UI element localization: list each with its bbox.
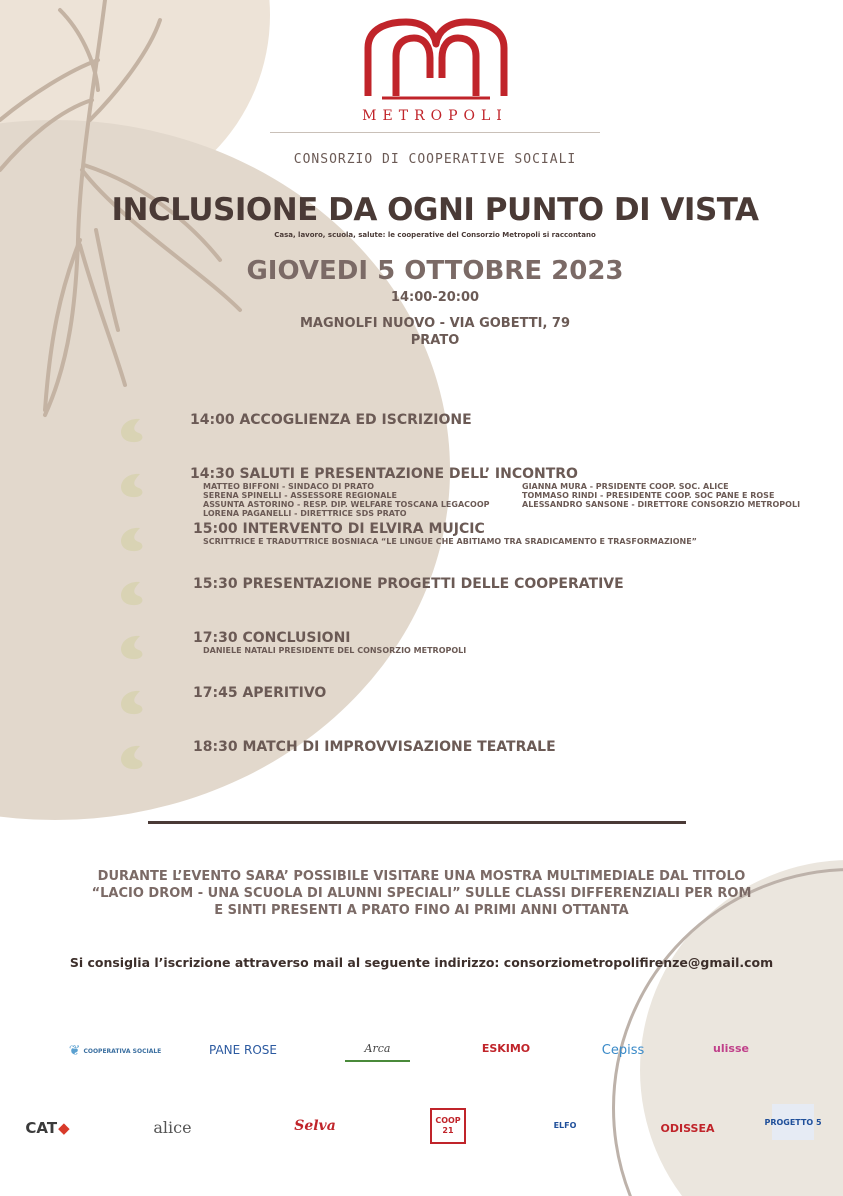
- org-name: METROPOLI: [362, 108, 508, 124]
- partner-logo: COOP 21: [430, 1108, 466, 1144]
- partner-logo: ESKIMO: [481, 1041, 531, 1055]
- agenda-bullet-icon: [120, 471, 146, 499]
- partner-logo: CAT ◆: [25, 1119, 70, 1137]
- leaf-icon: ❦: [68, 1043, 81, 1059]
- agenda-item-title: 14:00 ACCOGLIENZA ED ISCRIZIONE: [190, 412, 472, 428]
- agenda-bullet-icon: [120, 416, 146, 444]
- agenda-item-title: 17:30 CONCLUSIONI: [193, 630, 351, 646]
- agenda-speaker: ASSUNTA ASTORINO - RESP. DIP. WELFARE TOSCANA LEGACOOP: [203, 500, 490, 509]
- agenda-item-note: SCRITTRICE E TRADUTTRICE BOSNIACA “LE LINGUE CHE ABITIAMO TRA SRADICAMENTO E TRASFORMAZIONE”: [203, 537, 697, 546]
- partner-logo: ELFO: [553, 1120, 577, 1130]
- agenda-speaker: SERENA SPINELLI - ASSESSORE REGIONALE: [203, 491, 397, 500]
- agenda-speaker: GIANNA MURA - PRSIDENTE COOP. SOC. ALICE: [522, 482, 729, 491]
- exhibit-line: DURANTE L’EVENTO SARA’ POSSIBILE VISITARE UNA MOSTRA MULTIMEDIALE DAL TITOLO: [97, 869, 746, 884]
- event-subtitle: Casa, lavoro, scuola, salute: le cooperative del Consorzio Metropoli si raccontano: [274, 231, 596, 239]
- partner-logo: PANE ROSE: [208, 1043, 278, 1057]
- exhibit-notice: [0, 868, 843, 919]
- agenda-bullet-icon: [120, 633, 146, 661]
- venue-address: MAGNOLFI NUOVO - VIA GOBETTI, 79: [299, 316, 571, 331]
- partner-logo: alice: [153, 1117, 192, 1137]
- agenda-item-title: 15:00 INTERVENTO DI ELVIRA MUJCIC: [193, 521, 485, 537]
- agenda-bullet-icon: [120, 579, 146, 607]
- partner-logo: Cepiss: [601, 1042, 645, 1058]
- org-subtitle: CONSORZIO DI COOPERATIVE SOCIALI: [293, 152, 577, 167]
- agenda-item-title: 17:45 APERITIVO: [193, 685, 327, 701]
- section-divider: [148, 821, 686, 824]
- partner-logo: ODISSEA: [660, 1121, 715, 1135]
- exhibit-line: E SINTI PRESENTI A PRATO FINO AI PRIMI ANNI OTTANTA: [214, 903, 629, 918]
- header-divider: [270, 132, 600, 133]
- agenda-speaker: ALESSANDRO SANSONE - DIRETTORE CONSORZIO METROPOLI: [522, 500, 801, 509]
- agenda-speaker: MATTEO BIFFONI - SINDACO DI PRATO: [203, 482, 375, 491]
- partner-logo: PROGETTO 5: [772, 1104, 814, 1140]
- agenda-bullet-icon: [120, 525, 146, 553]
- agenda-speaker: TOMMASO RINDI - PRESIDENTE COOP. SOC PANE E ROSE: [522, 491, 775, 500]
- agenda-item-title: 15:30 PRESENTAZIONE PROGETTI DELLE COOPERATIVE: [193, 576, 624, 592]
- venue-city: PRATO: [410, 333, 460, 348]
- exhibit-line: “LACIO DROM - UNA SCUOLA DI ALUNNI SPECIALI” SULLE CLASSI DIFFERENZIALI PER ROM: [91, 886, 752, 901]
- partner-logo: Selva: [294, 1118, 336, 1134]
- partner-logo: ❦ COOPERATIVA SOCIALE: [68, 1043, 162, 1059]
- flag-icon: ◆: [58, 1119, 70, 1137]
- event-venue: [0, 315, 843, 349]
- signup-instructions: Si consiglia l’iscrizione attraverso mail al seguente indirizzo: consorziometropolifirenze@gmail.com: [69, 955, 774, 970]
- partner-logo: Arca: [345, 1036, 410, 1062]
- event-hours: 14:00-20:00: [390, 290, 480, 305]
- event-date: GIOVEDI 5 OTTOBRE 2023: [246, 256, 624, 286]
- event-title: INCLUSIONE DA OGNI PUNTO DI VISTA: [111, 192, 759, 228]
- agenda-bullet-icon: [120, 688, 146, 716]
- agenda-item-note: DANIELE NATALI PRESIDENTE DEL CONSORZIO METROPOLI: [203, 646, 467, 655]
- agenda-speaker: LORENA PAGANELLI - DIRETTRICE SDS PRATO: [203, 509, 407, 518]
- agenda-item-title: 14:30 SALUTI E PRESENTAZIONE DELL’ INCONTRO: [190, 466, 578, 482]
- partner-logo: ulisse: [713, 1041, 749, 1055]
- agenda-item-title: 18:30 MATCH DI IMPROVVISAZIONE TEATRALE: [193, 739, 556, 755]
- metropoli-logo-icon: [358, 18, 514, 104]
- agenda-bullet-icon: [120, 743, 146, 771]
